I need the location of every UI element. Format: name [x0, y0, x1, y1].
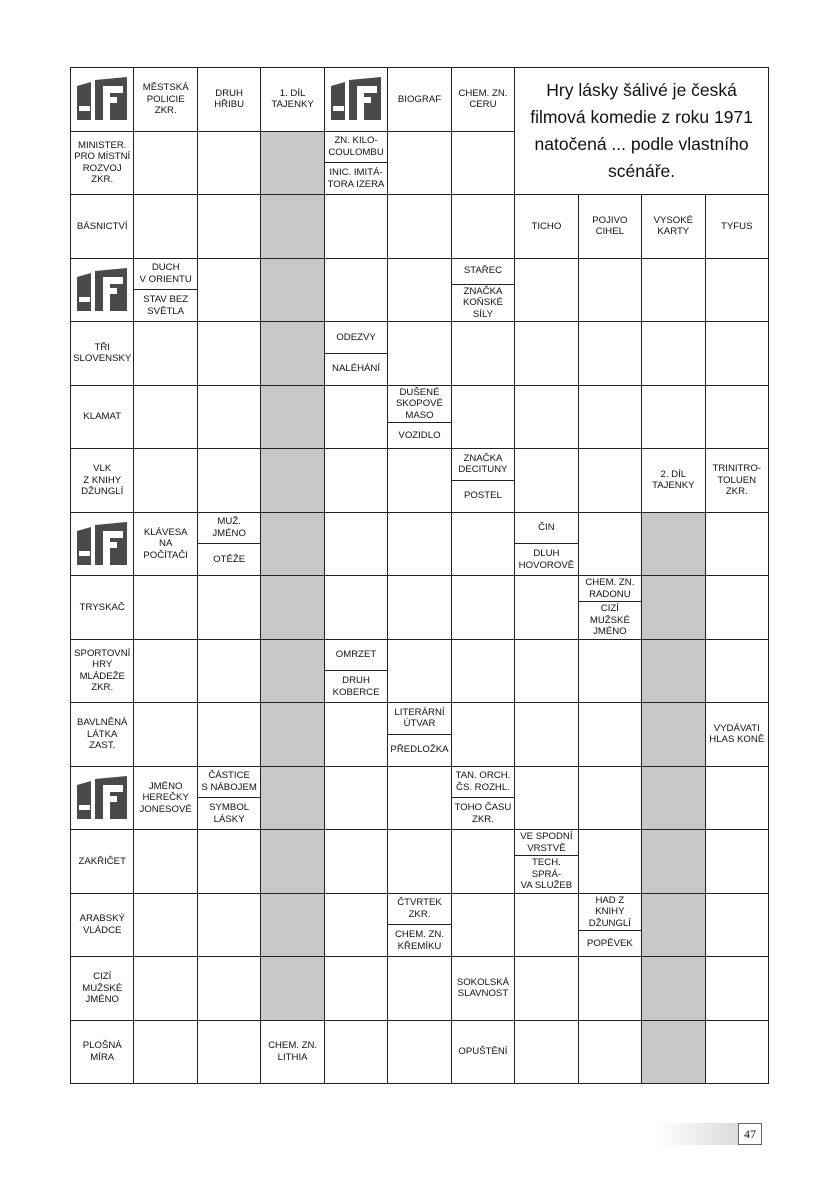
clue-text: ZAKŘIČET: [78, 855, 126, 867]
clue-cell: [387, 893, 451, 958]
answer-cell[interactable]: [514, 385, 578, 450]
answer-cell[interactable]: [514, 258, 578, 323]
clue-text: KLAMAT: [83, 411, 122, 422]
clue-text: MĚSTSKÁ POLICIE ZKR.: [142, 82, 189, 116]
answer-cell[interactable]: [451, 575, 515, 640]
clue-text: TRINITRO- TOLUEN ZKR.: [712, 463, 761, 497]
clue-text: TYFUS: [721, 220, 753, 232]
answer-cell[interactable]: [387, 448, 451, 513]
clue-text: CHEM. ZN. RADONU: [585, 577, 635, 600]
answer-cell[interactable]: [578, 385, 642, 450]
answer-cell[interactable]: [578, 512, 642, 577]
clue-text: ČÁSTICE S NÁBOJEM: [201, 770, 257, 793]
answer-cell[interactable]: [133, 321, 197, 386]
answer-cell[interactable]: [578, 829, 642, 894]
answer-cell[interactable]: [197, 385, 261, 450]
clue-text: SOKOLSKÁ SLAVNOST: [456, 976, 510, 1000]
clue-cell: [324, 639, 388, 704]
answer-cell[interactable]: [451, 893, 515, 958]
clue-cell: [70, 131, 134, 196]
clue-cell: [260, 67, 324, 132]
answer-cell[interactable]: [514, 702, 578, 767]
answer-cell[interactable]: [387, 575, 451, 640]
clue-text: CHEM. ZN. KŘEMÍKU: [388, 924, 450, 956]
clue-text: DRUH KOBERCE: [325, 670, 387, 702]
answer-cell[interactable]: [197, 258, 261, 323]
answer-cell[interactable]: [324, 448, 388, 513]
answer-cell[interactable]: [387, 829, 451, 894]
clue-cell: [451, 956, 515, 1021]
clue-text: OTĚŽE: [198, 543, 260, 575]
crossword-logo-icon: [70, 512, 134, 577]
clue-text: ČIN: [538, 522, 555, 534]
answer-cell-shaded[interactable]: [260, 893, 324, 958]
answer-cell[interactable]: [705, 766, 769, 831]
clue-text: ZNAČKA DECITUNY: [458, 452, 508, 476]
answer-cell[interactable]: [578, 639, 642, 704]
clue-text: BÁSNICTVÍ: [76, 220, 128, 232]
answer-cell[interactable]: [705, 512, 769, 577]
answer-cell-shaded[interactable]: [260, 639, 324, 704]
answer-cell-shaded[interactable]: [260, 766, 324, 831]
answer-cell-shaded[interactable]: [641, 1020, 705, 1085]
answer-cell[interactable]: [451, 702, 515, 767]
answer-cell-shaded[interactable]: [260, 512, 324, 577]
clue-text: ZN. KILO- COULOMBU: [328, 135, 384, 158]
answer-cell[interactable]: [705, 956, 769, 1021]
clue-cell: [197, 512, 261, 577]
answer-cell[interactable]: [705, 385, 769, 450]
answer-cell[interactable]: [387, 1020, 451, 1085]
crossword-logo-icon: [70, 258, 134, 323]
answer-cell[interactable]: [197, 321, 261, 386]
clue-cell: [70, 702, 134, 767]
answer-cell[interactable]: [387, 512, 451, 577]
answer-cell[interactable]: [705, 258, 769, 323]
clue-cell: [70, 321, 134, 386]
answer-cell-shaded[interactable]: [641, 829, 705, 894]
answer-cell[interactable]: [197, 1020, 261, 1085]
clue-text: CHEM. ZN. LITHIA: [268, 1040, 318, 1063]
clue-cell: [133, 766, 197, 831]
clue-cell: [578, 575, 642, 640]
clue-cell: [705, 448, 769, 513]
clue-cell: [451, 67, 515, 132]
clue-cell: [324, 321, 388, 386]
answer-cell[interactable]: [324, 956, 388, 1021]
clue-text: TAN. ORCH. ČS. ROZHL.: [455, 770, 511, 793]
clue-text: CIZÍ MUŽSKÉ JMÉNO: [579, 601, 641, 639]
answer-cell[interactable]: [197, 702, 261, 767]
clue-cell: [514, 194, 578, 259]
answer-cell-shaded[interactable]: [641, 639, 705, 704]
answer-cell[interactable]: [451, 385, 515, 450]
clue-text: KLÁVESA NA POČÍTAČI: [143, 526, 188, 561]
answer-cell[interactable]: [578, 448, 642, 513]
answer-cell[interactable]: [578, 321, 642, 386]
clue-cell: [70, 1020, 134, 1085]
answer-cell[interactable]: [133, 448, 197, 513]
answer-cell-shaded[interactable]: [260, 448, 324, 513]
clue-cell: [133, 512, 197, 577]
answer-cell[interactable]: [514, 575, 578, 640]
answer-cell[interactable]: [387, 131, 451, 196]
answer-cell[interactable]: [197, 829, 261, 894]
answer-cell-shaded[interactable]: [260, 131, 324, 196]
clue-text: DUCH V ORIENTU: [139, 262, 192, 285]
answer-cell-shaded[interactable]: [260, 575, 324, 640]
answer-cell[interactable]: [578, 766, 642, 831]
answer-cell[interactable]: [387, 194, 451, 259]
clue-text: VYDÁVATI HLAS KONĚ: [709, 722, 765, 746]
clue-cell: [70, 575, 134, 640]
clue-text: DRUH HŘIBU: [214, 87, 245, 111]
answer-cell[interactable]: [451, 321, 515, 386]
clue-text: TŘI SLOVENSKY: [73, 341, 132, 365]
clue-text: INIC. IMITÁ- TORA IZERA: [325, 162, 387, 194]
answer-cell-shaded[interactable]: [260, 385, 324, 450]
page-number: 47: [738, 1123, 762, 1145]
answer-cell[interactable]: [133, 639, 197, 704]
clue-text: ARABSKÝ VLÁDCE: [79, 913, 125, 936]
clue-text: VYSOKÉ KARTY: [653, 214, 694, 238]
clue-text: SPORTOVNÍ HRY MLÁDEŽE ZKR.: [74, 647, 131, 694]
answer-cell[interactable]: [133, 956, 197, 1021]
clue-cell: [578, 194, 642, 259]
clue-text: CHEM. ZN. CERU: [458, 87, 508, 111]
answer-cell[interactable]: [324, 1020, 388, 1085]
answer-cell[interactable]: [641, 385, 705, 450]
clue-text: ODEZVY: [336, 331, 376, 343]
clue-text: 1. DÍL TAJENKY: [271, 87, 314, 111]
answer-cell[interactable]: [387, 639, 451, 704]
answer-cell-shaded[interactable]: [260, 702, 324, 767]
answer-cell[interactable]: [514, 766, 578, 831]
clue-text: JMÉNO HEREČKY JONESOVÉ: [139, 780, 192, 815]
answer-cell-shaded[interactable]: [260, 258, 324, 323]
answer-cell[interactable]: [387, 321, 451, 386]
clue-cell: [70, 385, 134, 450]
clue-cell: [641, 448, 705, 513]
clue-text: CIZÍ MUŽSKÉ JMÉNO: [82, 971, 123, 1005]
clue-text: TRYSKAČ: [79, 601, 125, 613]
clue-text: TOHO ČASU ZKR.: [452, 797, 514, 829]
answer-cell[interactable]: [451, 639, 515, 704]
answer-cell[interactable]: [451, 194, 515, 259]
clue-cell: [641, 194, 705, 259]
clue-cell: [70, 448, 134, 513]
clue-cell: [705, 194, 769, 259]
answer-cell-shaded[interactable]: [641, 575, 705, 640]
clue-cell: [451, 448, 515, 513]
answer-cell[interactable]: [705, 1020, 769, 1085]
clue-text: POJIVO CIHEL: [592, 214, 628, 238]
answer-cell[interactable]: [133, 385, 197, 450]
answer-cell-shaded[interactable]: [641, 766, 705, 831]
answer-cell[interactable]: [451, 131, 515, 196]
clue-cell: [70, 893, 134, 958]
clue-text: PLOŠNÁ MÍRA: [82, 1040, 122, 1063]
answer-cell[interactable]: [387, 766, 451, 831]
answer-cell[interactable]: [197, 893, 261, 958]
clue-cell: [387, 67, 451, 132]
clue-cell: [260, 1020, 324, 1085]
clue-cell: [133, 67, 197, 132]
clue-cell: [70, 829, 134, 894]
answer-cell[interactable]: [133, 893, 197, 958]
answer-cell[interactable]: [197, 956, 261, 1021]
answer-cell[interactable]: [133, 131, 197, 196]
clue-text: VE SPODNÍ VRSTVĚ: [520, 831, 573, 854]
clue-cell: [70, 956, 134, 1021]
answer-cell[interactable]: [197, 131, 261, 196]
answer-cell[interactable]: [578, 702, 642, 767]
answer-cell-shaded[interactable]: [641, 956, 705, 1021]
clue-cell: [197, 67, 261, 132]
answer-cell-shaded[interactable]: [260, 956, 324, 1021]
answer-cell[interactable]: [133, 194, 197, 259]
clue-text: PŘEDLOŽKA: [388, 734, 450, 766]
answer-cell[interactable]: [197, 639, 261, 704]
answer-cell[interactable]: [324, 829, 388, 894]
answer-cell[interactable]: [324, 702, 388, 767]
clue-text: MINISTER. PRO MÍSTNÍ ROZVOJ ZKR.: [74, 139, 131, 186]
clue-text: LITERÁRNÍ ÚTVAR: [394, 706, 445, 730]
clue-cell: [451, 1020, 515, 1085]
clue-cell: [451, 766, 515, 831]
answer-cell[interactable]: [451, 512, 515, 577]
clue-text: VOZIDLO: [388, 422, 450, 448]
clue-text: ČTVRTEK ZKR.: [397, 897, 442, 920]
clue-text: 2. DÍL TAJENKY: [652, 468, 695, 492]
answer-cell[interactable]: [324, 575, 388, 640]
clue-text: POPĚVEK: [579, 930, 641, 956]
answer-cell[interactable]: [197, 575, 261, 640]
answer-cell[interactable]: [133, 702, 197, 767]
clue-text: TICHO: [531, 220, 562, 232]
answer-cell[interactable]: [451, 829, 515, 894]
clue-text: HAD Z KNIHY DŽUNGLÍ: [588, 894, 631, 929]
answer-cell-shaded[interactable]: [641, 893, 705, 958]
answer-cell[interactable]: [514, 893, 578, 958]
answer-cell-shaded[interactable]: [260, 321, 324, 386]
crossword-logo-icon: [70, 67, 134, 132]
clue-cell: [514, 512, 578, 577]
clue-text: ZNAČKA KOŇSKÉ SÍLY: [452, 284, 514, 322]
answer-cell[interactable]: [133, 829, 197, 894]
clue-text: BAVLNĚNÁ LÁTKA ZAST.: [76, 717, 128, 751]
answer-cell[interactable]: [705, 321, 769, 386]
crossword-grid: [70, 67, 768, 1083]
clue-text: OMRZET: [335, 649, 377, 661]
clue-text: DUŠENÉ SKOPOVÉ MASO: [396, 386, 443, 421]
answer-cell[interactable]: [133, 575, 197, 640]
answer-cell[interactable]: [514, 1020, 578, 1085]
clue-text: BIOGRAF: [397, 93, 442, 105]
answer-cell[interactable]: [705, 829, 769, 894]
answer-cell[interactable]: [197, 448, 261, 513]
answer-cell[interactable]: [514, 956, 578, 1021]
clue-text: VLK Z KNIHY DŽUNGLÍ: [81, 463, 124, 497]
answer-cell[interactable]: [514, 321, 578, 386]
answer-cell[interactable]: [514, 448, 578, 513]
clue-cell: [514, 829, 578, 894]
clue-cell: [578, 893, 642, 958]
answer-cell[interactable]: [324, 512, 388, 577]
puzzle-title-text: Hry lásky šálivé je česká filmová komedie z roku 1971 natočená ... podle vlastního scénáře.: [530, 79, 753, 182]
answer-cell[interactable]: [324, 766, 388, 831]
answer-cell[interactable]: [705, 575, 769, 640]
answer-cell[interactable]: [578, 956, 642, 1021]
clue-text: MUŽ. JMÉNO: [212, 516, 246, 539]
clue-cell: [70, 639, 134, 704]
answer-cell[interactable]: [387, 258, 451, 323]
clue-cell: [133, 258, 197, 323]
clue-text: OPUŠTĚNÍ: [458, 1046, 508, 1057]
puzzle-title: [514, 67, 769, 195]
clue-text: DLUH HOVOROVĚ: [515, 543, 577, 575]
clue-text: POSTEL: [452, 480, 514, 512]
answer-cell[interactable]: [578, 258, 642, 323]
crossword-logo-icon: [70, 766, 134, 831]
clue-cell: [705, 702, 769, 767]
clue-cell: [451, 258, 515, 323]
clue-cell: [387, 702, 451, 767]
answer-cell[interactable]: [514, 639, 578, 704]
clue-text: STAŘEC: [463, 265, 503, 277]
answer-cell[interactable]: [641, 258, 705, 323]
clue-cell: [197, 766, 261, 831]
clue-text: SYMBOL LÁSKY: [198, 797, 260, 829]
clue-text: TECH. SPRÁ- VA SLUŽEB: [515, 855, 577, 893]
clue-cell: [70, 194, 134, 259]
clue-text: NALÉHÁNÍ: [325, 353, 387, 385]
clue-cell: [387, 385, 451, 450]
crossword-logo-icon: [324, 67, 388, 132]
clue-cell: [324, 131, 388, 196]
answer-cell[interactable]: [578, 1020, 642, 1085]
answer-cell[interactable]: [324, 194, 388, 259]
answer-cell-shaded[interactable]: [260, 829, 324, 894]
answer-cell[interactable]: [705, 893, 769, 958]
answer-cell[interactable]: [705, 639, 769, 704]
answer-cell-shaded[interactable]: [260, 194, 324, 259]
answer-cell[interactable]: [324, 258, 388, 323]
answer-cell[interactable]: [641, 321, 705, 386]
answer-cell[interactable]: [197, 194, 261, 259]
answer-cell-shaded[interactable]: [641, 512, 705, 577]
answer-cell-shaded[interactable]: [641, 702, 705, 767]
clue-text: STAV BEZ SVĚTLA: [134, 289, 196, 321]
answer-cell[interactable]: [324, 385, 388, 450]
answer-cell[interactable]: [387, 956, 451, 1021]
answer-cell[interactable]: [133, 1020, 197, 1085]
answer-cell[interactable]: [324, 893, 388, 958]
